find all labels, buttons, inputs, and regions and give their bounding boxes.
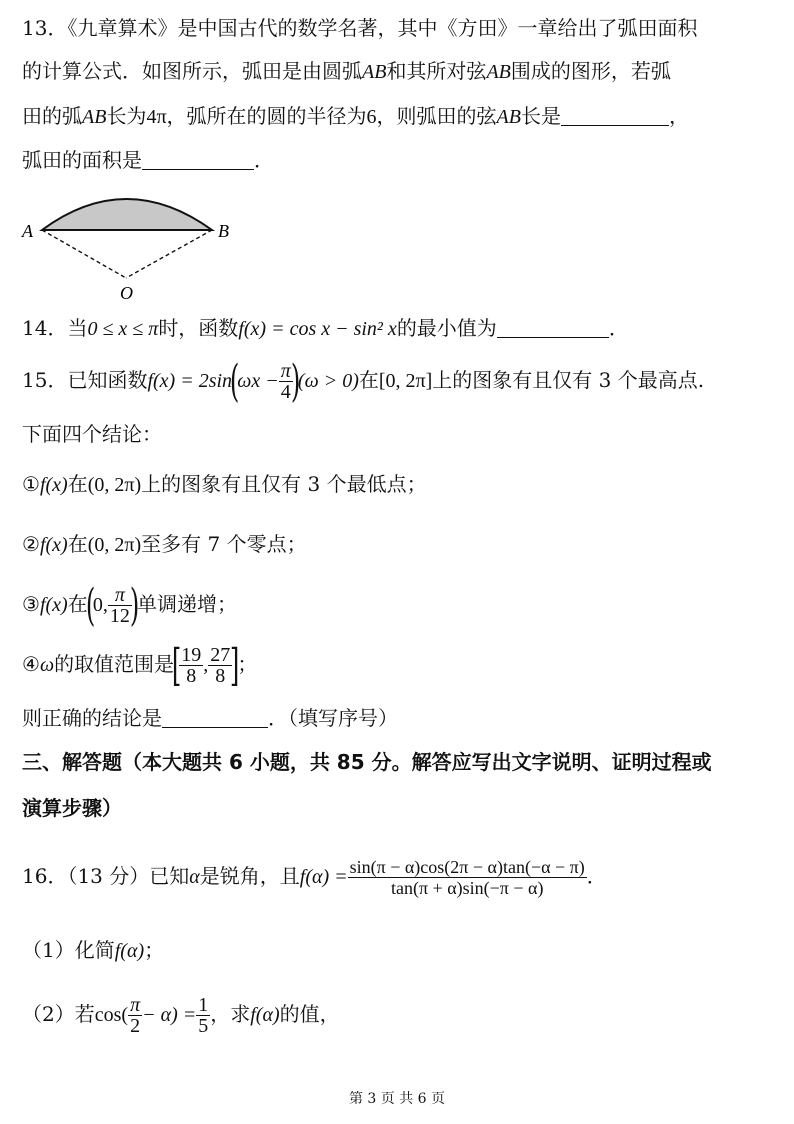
q16-part2 [22,990,340,1038]
radius-ob [126,230,212,278]
frac-den: 2 [130,1015,141,1037]
cos-rest: − α) = [142,1004,197,1026]
interval-start: 0, [92,594,108,616]
q13-text: 长为 [106,104,147,128]
q14-text: ． [608,316,629,340]
q15-text: 15．已知函数 [22,368,148,392]
f-alpha: f(α) [250,1004,280,1026]
alpha: α [189,866,200,888]
q16-text: ，求 [210,1002,251,1026]
arc-field-figure [20,184,250,304]
q13-line1: 13．《九章算术》是中国古代的数学名著，其中《方田》一章给出了弧田面积 [22,16,698,40]
q15-text: 上的图象有且仅有 3 个最低点； [141,472,427,496]
frac-27-8 [208,645,232,686]
q15-text: 在 [358,368,379,392]
q15-conclusion-1 [22,470,427,499]
q16-text: （2）若 [22,1002,95,1026]
q15-text: 上的图象有且仅有 3 个最高点. [432,368,705,392]
bracket-left: [ [171,639,182,691]
q15-text: 单调递增； [137,592,238,616]
frac-num: 27 [210,644,231,666]
q16-line1 [22,850,607,902]
comma: , [203,654,209,676]
paren-left: ( [229,355,240,407]
circled-4: ④ [22,652,40,676]
frac-num: π [130,994,141,1016]
frac-num: π [280,360,291,382]
fx: f(x) [39,594,68,616]
circled-2: ② [22,532,40,556]
bracket-right: ] [230,639,240,691]
q13-text: 和其所对弦 [386,59,487,83]
q15-text: ； [237,652,258,676]
section3-heading-line2: 演算步骤） [22,796,122,820]
q13-text: 弧田的面积是 [22,148,142,172]
frac-num: 1 [198,994,209,1016]
q16-text: 16．（13 分）已知 [22,864,190,888]
fx: f(x) [39,474,68,496]
q15-conclusion-2 [22,530,307,559]
pi-over-2 [128,995,142,1036]
q14-text: 的最小值为 [396,316,497,340]
q13-text: ． [254,148,274,172]
pi-over-12 [108,585,132,626]
q15-text: 在 [67,592,88,616]
q13-text: 长是 [520,104,561,128]
q15-conclusion-4 [22,639,258,691]
q13-answer-blank-1[interactable] [561,105,669,126]
interval: (0, 2π) [87,534,142,556]
paren-right: ) [290,355,301,407]
section3-heading-line1: 三、解答题（本大题共 6 小题，共 85 分。解答应写出文字说明、证明过程或 [22,750,712,774]
q13-chord-ab: AB [486,61,511,83]
omega: ω [39,654,55,676]
cos-open: cos( [94,1004,129,1026]
q16-text: 是锐角，且 [199,864,300,888]
q16-fraction [348,857,587,898]
q15-final-line [22,704,398,732]
q16-text: ； [144,938,165,962]
f-alpha: f(α) [114,940,145,962]
q13-text: ，弧所在的圆的半径为 [166,104,367,128]
q13-text: ，则弧田的弦 [376,104,497,128]
q15-text: 在 [67,532,88,556]
q13-text: 田的弧 [22,104,82,128]
arc-field-region [42,199,212,230]
q16-text: 的值， [279,1002,340,1026]
q13-arc-length: 4π [146,106,167,128]
q13-answer-blank-2[interactable] [142,149,254,170]
q15-text: 至多有 7 个零点； [141,532,307,556]
frac-den: 4 [280,381,291,403]
frac-den: 8 [215,665,226,687]
q14-line [22,314,629,343]
q15-interval: [0, 2π] [378,370,433,392]
q15-answer-blank[interactable] [162,707,268,728]
frac-19-8 [179,645,203,686]
q16-numerator: sin(π − α)cos(2π − α)tan(−α − π) [349,857,585,877]
q15-text: 在 [67,472,88,496]
q14-text: 14．当 [22,316,88,340]
q16-denominator: tan(π + α)sin(−π − α) [390,878,544,898]
q15-function: f(x) = 2sin [147,370,233,392]
q16-text: ． [586,864,607,888]
q14-answer-blank[interactable] [497,317,609,338]
q13-line3 [22,102,689,131]
q15-inner: ωx − [237,370,279,392]
q13-text: 的计算公式．如图所示，弧田是由圆弧 [22,59,362,83]
frac-num: 19 [181,644,202,666]
frac-den: 12 [109,605,130,627]
q13-line4 [22,146,274,174]
frac-den: 5 [198,1015,209,1037]
q13-text: ， [668,104,689,128]
q15-text: ．（填写序号） [268,706,398,730]
interval: (0, 2π) [87,474,142,496]
circled-1: ① [22,472,40,496]
f-alpha: f(α) = [299,866,348,888]
q15-condition: (ω > 0) [297,370,359,392]
label-a: A [22,221,33,241]
paren-left: ( [85,579,96,631]
frac-den: 8 [186,665,197,687]
q14-text: 时，函数 [158,316,239,340]
q15-text: 的取值范围是 [54,652,175,676]
page-footer: 第 3 页 共 6 页 [348,1091,446,1107]
q13-line2 [22,57,671,86]
q15-conclusion-3 [22,579,238,631]
q14-condition: 0 ≤ x ≤ π [87,318,159,340]
fx: f(x) [39,534,68,556]
q13-chord-ab: AB [496,106,521,128]
paren-right: ) [129,579,140,631]
q15-text: 则正确的结论是 [22,706,162,730]
one-over-five [196,995,210,1036]
circled-3: ③ [22,592,40,616]
q13-arc-ab: AB [362,61,387,83]
q14-function: f(x) = cos x − sin² x [238,318,397,340]
label-o: O [120,283,133,303]
radius-oa [42,230,126,278]
q13-radius: 6 [366,106,377,128]
q15-line2: 下面四个结论： [22,422,162,446]
q16-text: （1）化简 [22,938,115,962]
q16-part1 [22,936,164,965]
q13-text: 围成的图形，若弧 [510,59,671,83]
frac-num: π [108,585,132,606]
label-b: B [218,221,229,241]
q13-arc-ab: AB [82,106,107,128]
q15-line1 [22,355,705,407]
